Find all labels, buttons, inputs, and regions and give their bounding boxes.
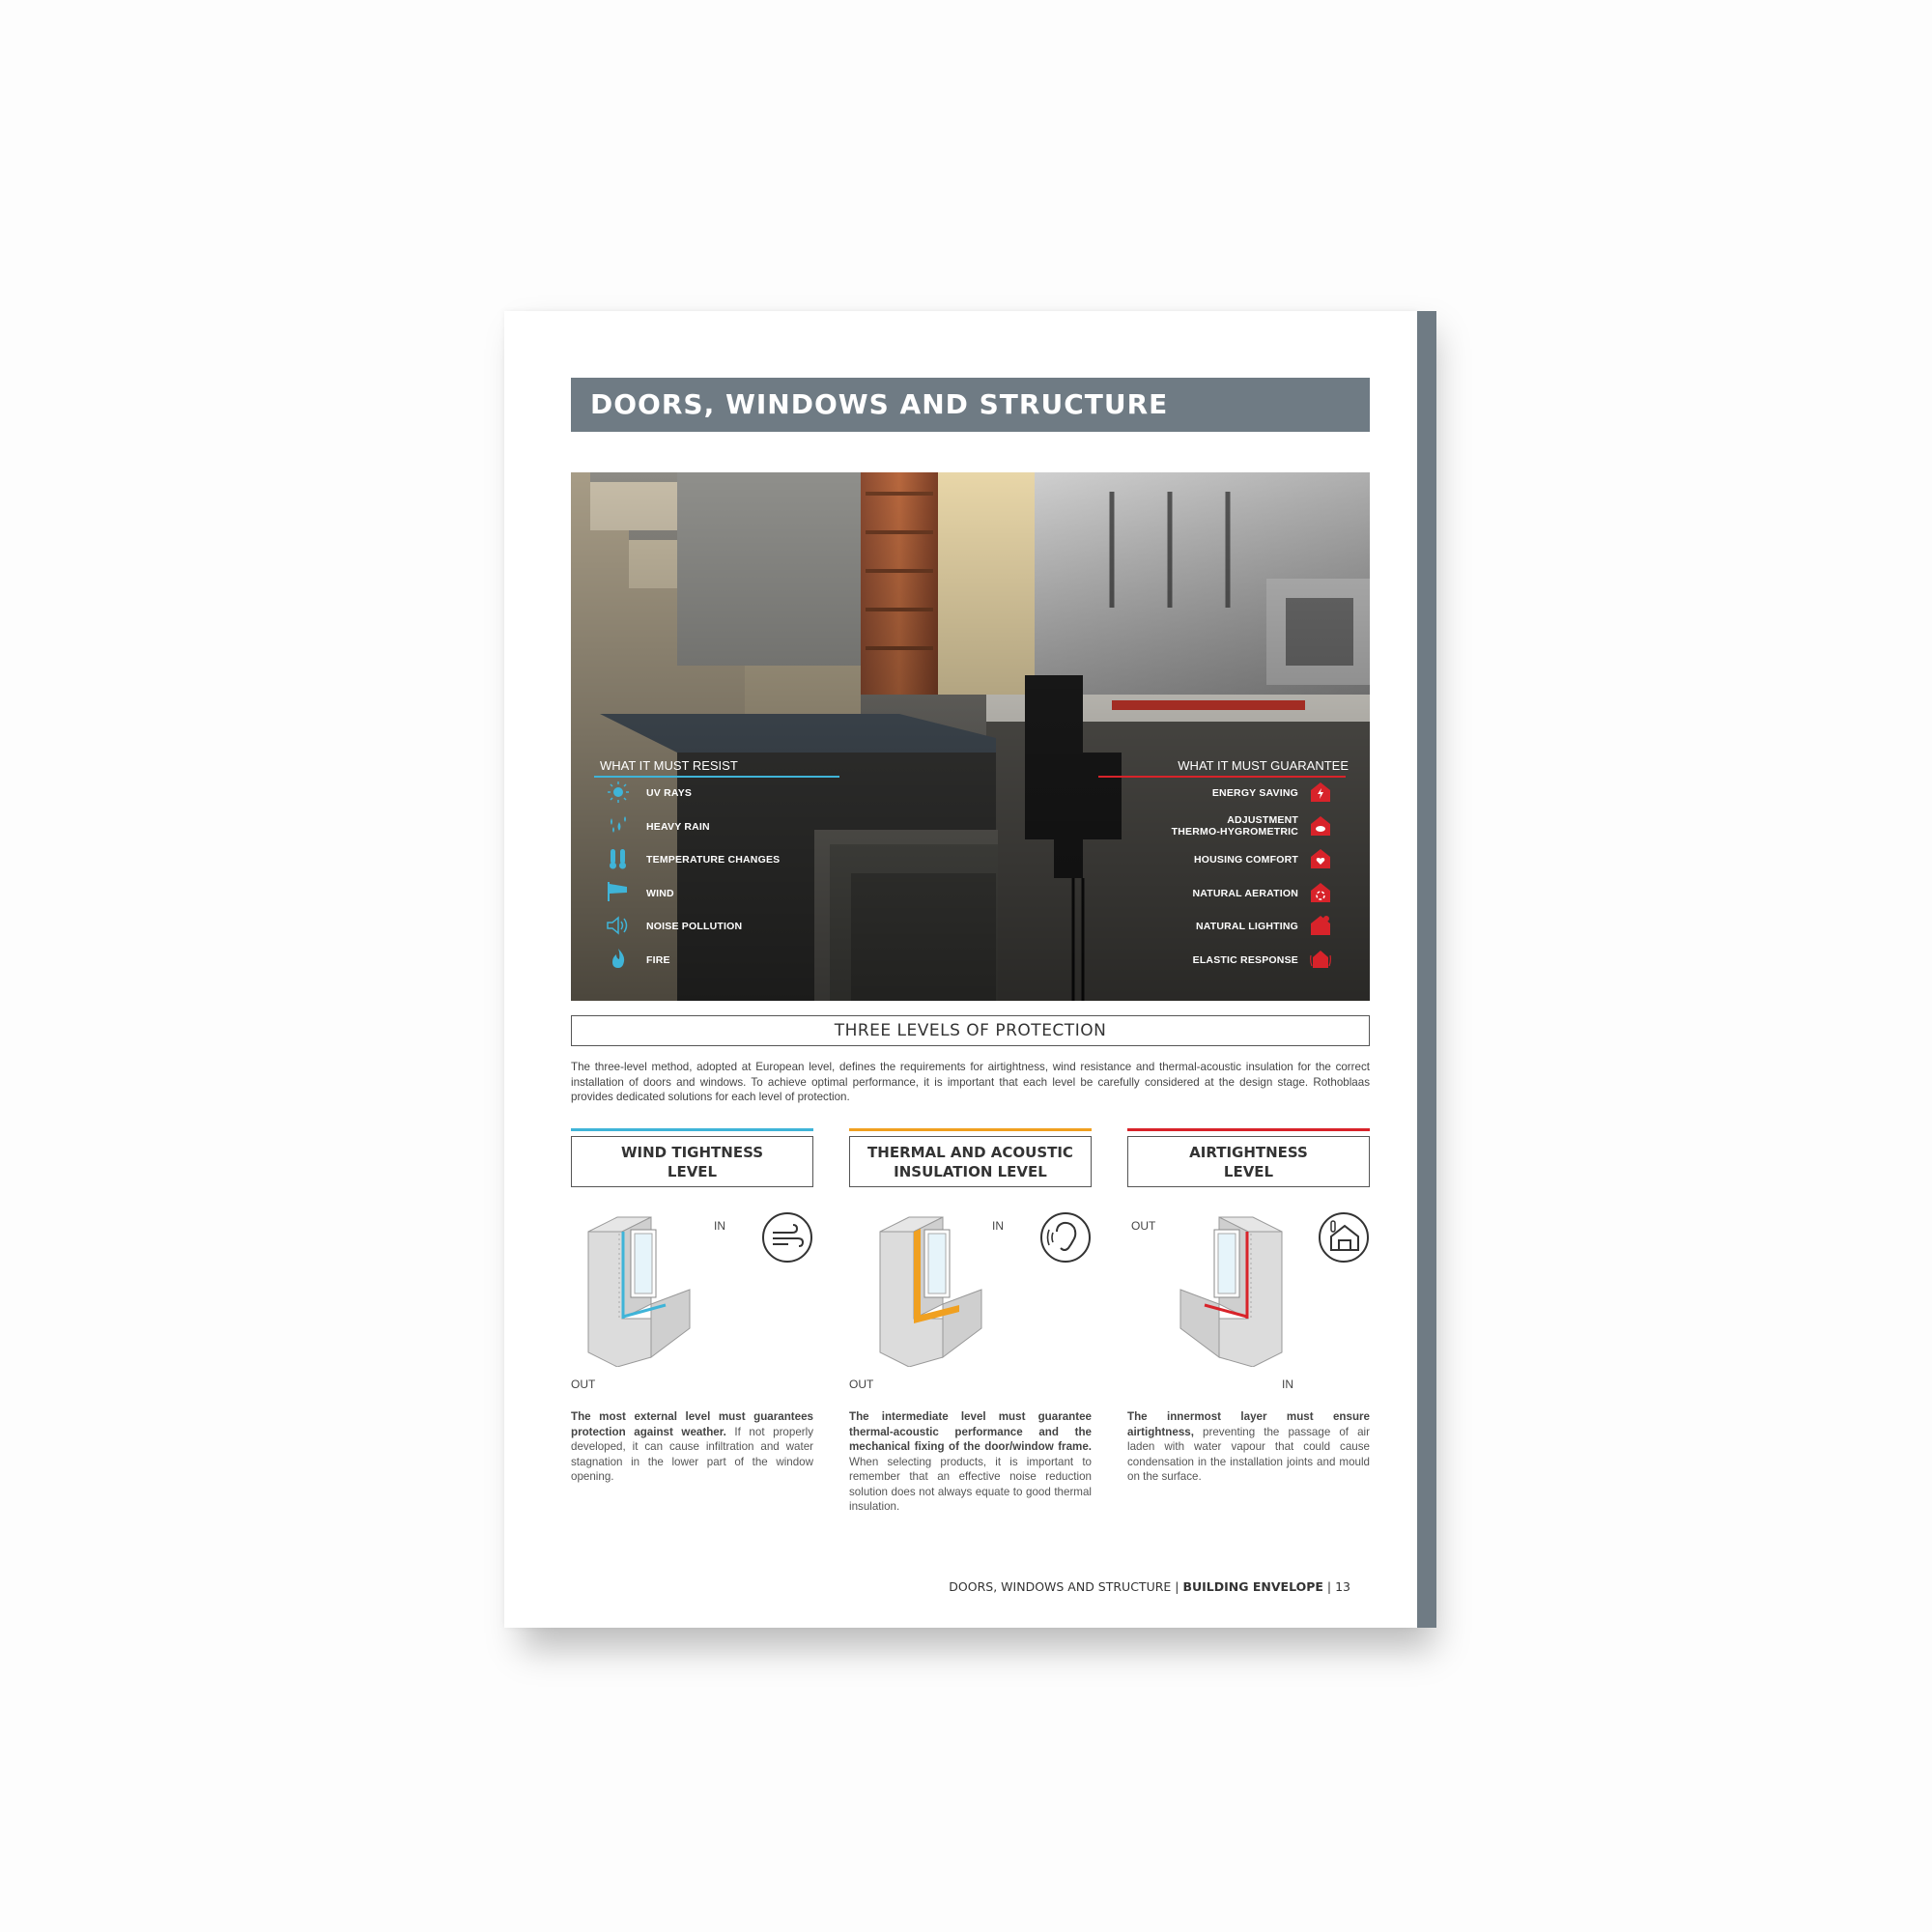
- thermal-acoustic-diagram: [849, 1187, 1092, 1409]
- thermal-acoustic-in-label: IN: [992, 1219, 1004, 1233]
- house-elastic-icon: [1310, 948, 1331, 969]
- page-title: DOORS, WINDOWS AND STRUCTURE: [571, 378, 1370, 432]
- thermal-acoustic-title-line1: THERMAL AND ACOUSTIC: [867, 1144, 1073, 1161]
- wind-tightness-description-text: If not properly developed, it can cause infiltration and water stagnation in the lower part of the window opening.: [571, 1425, 814, 1483]
- window-section-outer-icon: [579, 1212, 704, 1367]
- footer-chapter: BUILDING ENVELOPE: [1182, 1579, 1323, 1594]
- house-airflow-icon: [1310, 882, 1331, 903]
- airtightness-colorbar: [1127, 1128, 1370, 1131]
- airtightness-diagram: [1127, 1187, 1370, 1409]
- wind-tightness-colorbar: [571, 1128, 813, 1131]
- flame-icon: [606, 948, 631, 969]
- guarantee-item-elastic-response: ELASTIC RESPONSE: [1192, 954, 1298, 966]
- wind-tightness-heading: [571, 1136, 813, 1187]
- thermal-acoustic-description: [849, 1409, 1092, 1515]
- guarantee-underline: [1098, 776, 1346, 778]
- wind-tightness-title-line2: LEVEL: [667, 1163, 718, 1180]
- page-number: 13: [1335, 1579, 1350, 1594]
- airtightness-heading: [1127, 1136, 1370, 1187]
- footer-divider: |: [1175, 1579, 1183, 1594]
- wind-tightness-description-bold: The most external level must guarantees protection against weather.: [571, 1410, 813, 1438]
- thermometer-icon: [606, 848, 631, 869]
- sun-icon: [606, 781, 631, 803]
- windsock-icon: [606, 881, 631, 902]
- airtightness-description-text: preventing the passage of air laden with water vapour that could cause condensation in the installation joints and mould on the surface.: [1127, 1425, 1370, 1483]
- house-sun-icon: [1310, 915, 1331, 936]
- window-section-middle-icon: [870, 1212, 996, 1367]
- levels-title: THREE LEVELS OF PROTECTION: [571, 1015, 1370, 1046]
- footer-divider: |: [1326, 1579, 1336, 1594]
- page-spine-bar: [1417, 311, 1436, 1628]
- airtightness-description-bold: The innermost layer must ensure airtightness,: [1127, 1410, 1370, 1438]
- intro-text: The three-level method, adopted at European level, defines the requirements for airtightness, wind resistance and thermal-acoustic insulation for the correct installation of doors and windows. To achieve optimal performance, it is important that each level be carefully considered at the design stage. Rothoblaas provides dedicated solutions for each level of protection.: [571, 1061, 1370, 1103]
- guarantee-item-adjustment-line2: THERMO-HYGROMETRIC: [1171, 826, 1298, 838]
- thermal-acoustic-heading: [849, 1136, 1092, 1187]
- airtightness-column: [1127, 1128, 1370, 1485]
- resist-item-noise-pollution: NOISE POLLUTION: [646, 921, 743, 932]
- wind-tightness-column: [571, 1128, 813, 1485]
- wind-tightness-in-label: IN: [714, 1219, 725, 1233]
- airtightness-out-label: OUT: [1131, 1219, 1156, 1233]
- resist-item-wind: WIND: [646, 888, 674, 899]
- resist-item-temperature-changes: TEMPERATURE CHANGES: [646, 854, 781, 866]
- thermal-acoustic-description-text: When selecting products, it is important to remember that an effective noise reduction solution does not always equate to good thermal insulation.: [849, 1455, 1092, 1513]
- thermal-acoustic-out-label: OUT: [849, 1378, 874, 1391]
- resist-heading: WHAT IT MUST RESIST: [600, 758, 738, 773]
- resist-item-fire: FIRE: [646, 954, 670, 966]
- thermal-acoustic-column: [849, 1128, 1092, 1515]
- thermal-acoustic-description-bold: The intermediate level must guarantee thermal-acoustic performance and the mechanical fixing of the door/window frame.: [849, 1410, 1092, 1453]
- footer-section: DOORS, WINDOWS AND STRUCTURE: [949, 1579, 1172, 1594]
- brochure-page: [504, 311, 1417, 1628]
- house-heart-icon: [1310, 848, 1331, 869]
- ear-icon: [1039, 1211, 1092, 1264]
- guarantee-item-natural-aeration: NATURAL AERATION: [1192, 888, 1298, 899]
- wind-tightness-description: [571, 1409, 813, 1485]
- airtightness-description: [1127, 1409, 1370, 1485]
- resist-item-heavy-rain: HEAVY RAIN: [646, 821, 710, 833]
- airtightness-in-label: IN: [1282, 1378, 1293, 1391]
- rain-icon: [606, 814, 631, 836]
- guarantee-heading: WHAT IT MUST GUARANTEE: [1178, 758, 1349, 773]
- house-energy-icon: [1310, 781, 1331, 803]
- wind-tightness-title-line1: WIND TIGHTNESS: [621, 1144, 763, 1161]
- speaker-icon: [606, 915, 631, 936]
- hero-image: [571, 472, 1370, 1001]
- wind-tightness-out-label: OUT: [571, 1378, 596, 1391]
- guarantee-item-housing-comfort: HOUSING COMFORT: [1194, 854, 1298, 866]
- wind-icon: [761, 1211, 813, 1264]
- guarantee-item-energy-saving: ENERGY SAVING: [1211, 787, 1298, 799]
- airtightness-title-line2: LEVEL: [1223, 1163, 1274, 1180]
- window-section-inner-icon: [1166, 1212, 1292, 1367]
- guarantee-item-adjustment-line1: ADJUSTMENT: [1227, 814, 1298, 826]
- guarantee-item-adjustment: [1086, 814, 1298, 838]
- guarantee-item-natural-lighting: NATURAL LIGHTING: [1195, 921, 1298, 932]
- airtightness-title-line1: AIRTIGHTNESS: [1189, 1144, 1308, 1161]
- house-cloud-icon: [1310, 815, 1331, 837]
- resist-underline: [594, 776, 839, 778]
- resist-item-uv-rays: UV RAYS: [646, 787, 693, 799]
- wind-tightness-diagram: [571, 1187, 813, 1409]
- thermal-acoustic-title-line2: INSULATION LEVEL: [894, 1163, 1047, 1180]
- thermal-acoustic-colorbar: [849, 1128, 1092, 1131]
- house-thermometer-icon: [1318, 1211, 1370, 1264]
- page-footer: [949, 1579, 1350, 1594]
